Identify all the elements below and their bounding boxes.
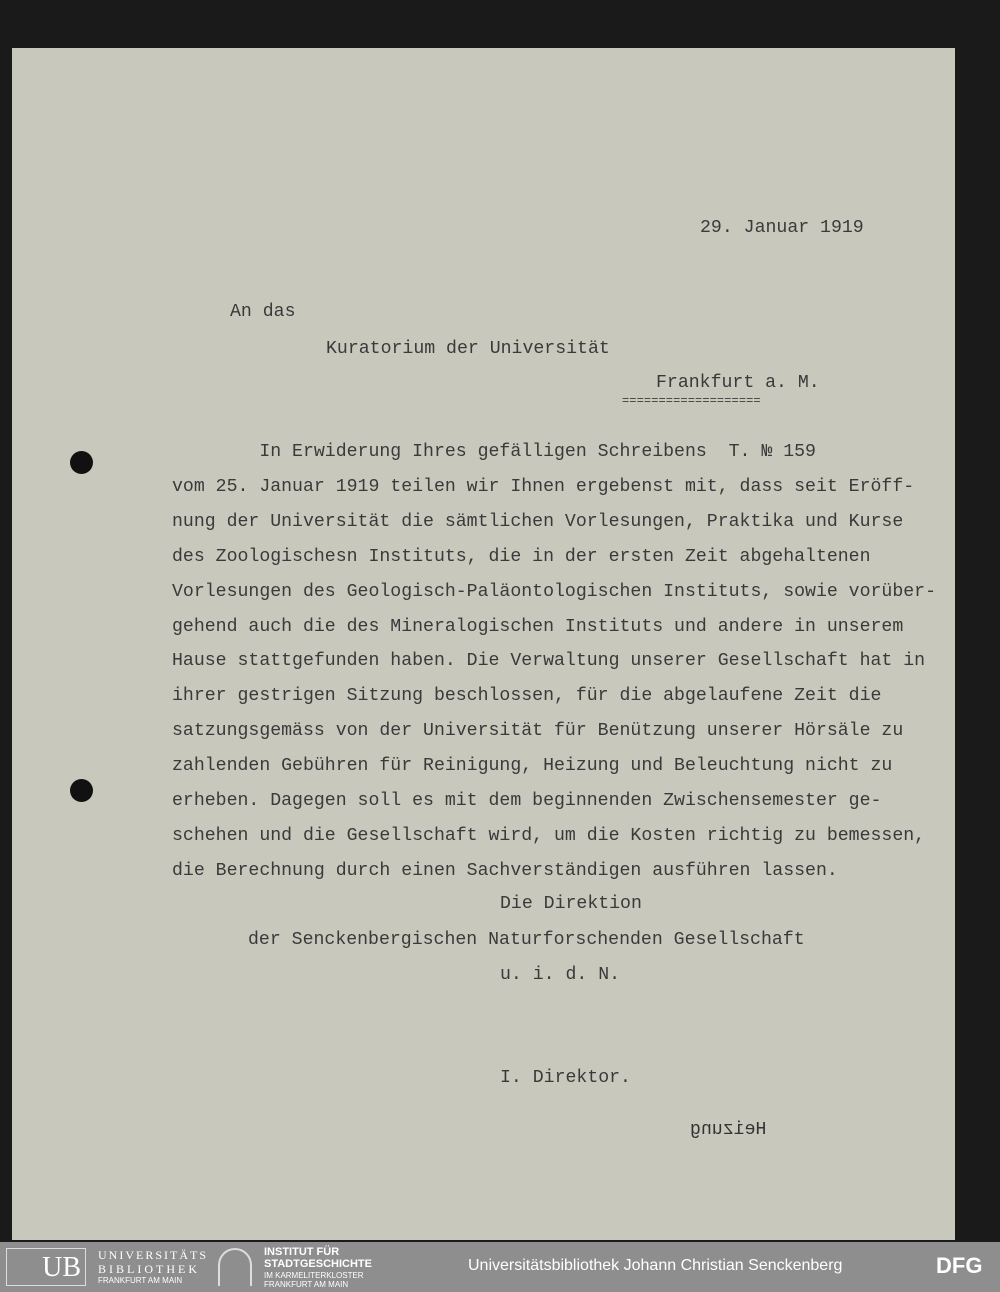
body-line: vom 25. Januar 1919 teilen wir Ihnen ergebenst mit, dass seit Eröff-: [172, 476, 915, 497]
isg-logo-icon: [218, 1248, 252, 1286]
body-line: Hause stattgefunden haben. Die Verwaltung unserer Gesellschaft hat in: [172, 651, 926, 672]
dfg-logo: DFG: [936, 1253, 983, 1278]
punch-hole: [70, 451, 93, 474]
body-line: erheben. Dagegen soll es mit dem beginnenden Zwischensemester ge-: [172, 791, 882, 811]
isg-text: STADTGESCHICHTE: [264, 1258, 372, 1270]
body-line: Vorlesungen des Geologisch-Paläontologischen Instituts, sowie vorüber-: [172, 581, 936, 602]
ub-logo: UB: [6, 1248, 86, 1286]
closing-direktion: Die Direktion: [500, 894, 642, 914]
closing-abbrev: u. i. d. N.: [500, 965, 621, 985]
body-line: die Berechnung durch einen Sachverständigen ausführen lassen.: [172, 860, 838, 881]
body-line: schehen und die Gesellschaft wird, um die Kosten richtig zu bemessen,: [172, 825, 926, 846]
ub-text: UNIVERSITÄTS: [98, 1248, 208, 1262]
body-line: ihrer gestrigen Sitzung beschlossen, für die abgelaufene Zeit die: [172, 686, 882, 707]
city-underline: ===================: [622, 394, 761, 408]
body-line: satzungsgemäss von der Universität für Benützung unserer Hörsäle zu: [172, 721, 904, 742]
isg-text: INSTITUT FÜR: [264, 1246, 340, 1258]
recipient: Kuratorium der Universität: [326, 339, 610, 359]
body-line: nung der Universität die sämtlichen Vorlesungen, Praktika und Kurse: [172, 511, 904, 532]
body-line: zahlenden Gebühren für Reinigung, Heizung und Beleuchtung nicht zu: [172, 756, 893, 777]
body-line: gehend auch die des Mineralogischen Instituts und andere in unserem: [172, 616, 904, 637]
recipient-city: Frankfurt a. M.: [656, 373, 820, 393]
body-line: In Erwiderung Ihres gefälligen Schreibens T. № 159: [172, 442, 816, 462]
salutation: An das: [230, 302, 296, 322]
footer-bar: [0, 1242, 1000, 1292]
signature-title: I. Direktor.: [500, 1068, 631, 1088]
isg-text: FRANKFURT AM MAIN: [264, 1280, 349, 1289]
body-line: des Zoologischesn Instituts, die in der ersten Zeit abgehaltenen: [172, 546, 871, 567]
letter-date: 29. Januar 1919: [700, 218, 864, 238]
library-name: Universitätsbibliothek Johann Christian Senckenberg: [468, 1257, 843, 1274]
mirrored-stamp: Heizung: [690, 1120, 767, 1140]
punch-hole: [70, 779, 93, 802]
isg-text: IM KARMELITERKLOSTER: [264, 1271, 364, 1280]
ub-text: FRANKFURT AM MAIN: [98, 1276, 183, 1285]
ub-text: BIBLIOTHEK: [98, 1262, 200, 1276]
closing-society: der Senckenbergischen Naturforschenden Gesellschaft: [248, 930, 805, 950]
